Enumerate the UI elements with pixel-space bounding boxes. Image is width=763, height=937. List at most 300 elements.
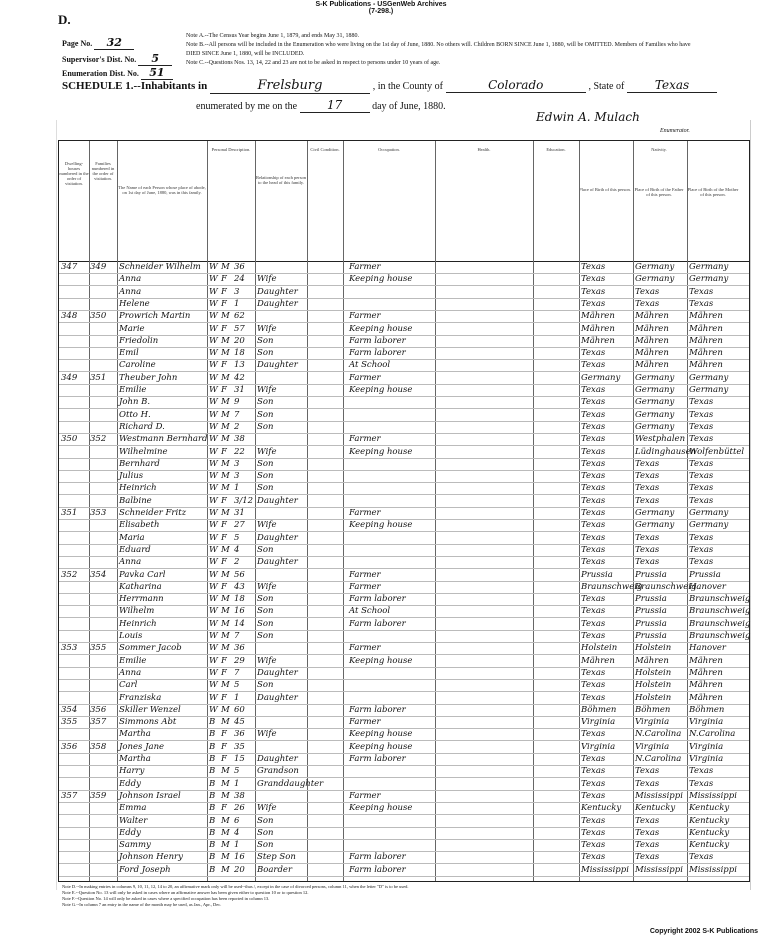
enumeration-label: Enumeration Dist. No.: [62, 69, 139, 78]
cell-pob: Braunschweig: [581, 581, 643, 592]
cell-age: 57: [234, 323, 245, 334]
cell-fam: 356: [90, 704, 107, 715]
table-row: [59, 261, 749, 273]
cell-race: W: [209, 631, 218, 641]
enumerator-signature: Edwin A. Mulach: [536, 110, 640, 124]
cell-age: 26: [234, 803, 245, 814]
cell-name: Louis: [119, 631, 143, 641]
cell-rel: Son: [257, 544, 274, 555]
cell-fam: 357: [90, 717, 107, 728]
right-margin-numbers: [750, 120, 763, 890]
cell-sex: F: [221, 520, 227, 531]
cell-pob: Texas: [581, 840, 606, 851]
cell-occ: Farm laborer: [349, 864, 406, 875]
cell-fpob: Prussia: [635, 569, 667, 580]
cell-occ: Farm laborer: [349, 618, 406, 629]
cell-age: 36: [234, 643, 245, 654]
table-row: [59, 581, 749, 593]
cell-name: Otto H.: [119, 409, 151, 420]
table-row: [59, 790, 749, 802]
cell-mpob: Mississippi: [689, 864, 737, 875]
cell-race: W: [209, 458, 218, 469]
cell-fpob: Prussia: [635, 594, 667, 605]
cell-dw: 357: [61, 790, 78, 801]
cell-sex: F: [221, 741, 227, 752]
table-row: [59, 495, 749, 507]
cell-age: 3: [234, 471, 240, 482]
cell-sex: M: [221, 311, 230, 322]
cell-rel: Son: [257, 594, 274, 605]
census-table: [58, 140, 750, 882]
table-row: [59, 323, 749, 335]
table-row: [59, 470, 749, 482]
cell-fpob: Germany: [635, 372, 675, 383]
cell-mpob: Mähren: [689, 311, 723, 322]
cell-rel: Son: [257, 348, 274, 359]
cell-rel: Wife: [257, 803, 277, 814]
cell-pob: Texas: [581, 618, 606, 629]
cell-mpob: Texas: [689, 766, 714, 777]
cell-name: Maria: [119, 532, 145, 543]
cell-occ: Farmer: [349, 717, 381, 728]
cell-pob: Texas: [581, 692, 606, 703]
cell-age: 36: [234, 729, 245, 740]
cell-race: B: [209, 840, 216, 851]
header-health: Health.: [477, 147, 491, 152]
cell-race: W: [209, 618, 218, 629]
cell-sex: M: [221, 372, 230, 383]
cell-name: Anna: [119, 667, 142, 678]
cell-age: 43: [234, 581, 245, 592]
cell-age: 7: [234, 667, 240, 678]
cell-occ: At School: [349, 360, 391, 371]
cell-occ: Farm laborer: [349, 335, 406, 346]
cell-mpob: Braunschweig: [689, 618, 751, 629]
footnote-d: Note D.--In making entries in columns 9, 10, 11, 12, 14 to 20, an affirmative mark only will be used--thus /, except in the case of divorced persons, column 11, when the letter "D" is to be used.: [62, 884, 409, 889]
cell-sex: M: [221, 421, 230, 432]
cell-occ: Keeping house: [349, 741, 413, 752]
cell-sex: F: [221, 532, 227, 543]
cell-fam: 351: [90, 372, 107, 383]
supervisor-label: Supervisor's Dist. No.: [62, 55, 137, 64]
cell-race: W: [209, 495, 218, 506]
cell-mpob: Kentucky: [689, 840, 730, 851]
cell-race: W: [209, 655, 218, 666]
cell-name: Wilhelmine: [119, 446, 168, 457]
cell-pob: Texas: [581, 360, 606, 371]
cell-sex: M: [221, 544, 230, 555]
cell-occ: Farm laborer: [349, 754, 406, 764]
cell-name: Marie: [119, 323, 145, 334]
cell-name: Julius: [119, 471, 144, 482]
cell-sex: M: [221, 606, 230, 617]
cell-sex: M: [221, 778, 230, 789]
cell-mpob: Germany: [689, 385, 729, 395]
cell-dw: 355: [61, 717, 78, 728]
cell-fpob: Holstein: [635, 680, 672, 691]
table-row: [59, 802, 749, 814]
cell-age: 15: [234, 754, 245, 764]
cell-sex: M: [221, 348, 230, 359]
cell-race: W: [209, 594, 218, 605]
cell-sex: F: [221, 323, 227, 334]
cell-pob: Texas: [581, 348, 606, 359]
cell-name: Skiller Wenzel: [119, 704, 181, 715]
cell-name: Theuber John: [119, 372, 178, 383]
cell-age: 42: [234, 372, 245, 383]
cell-sex: F: [221, 729, 227, 740]
schedule-letter: D.: [58, 12, 71, 27]
cell-fpob: Texas: [635, 298, 660, 309]
footnote-g: Note G.--In column 7 an entry in the name of the month may be used, as Jan., Apr., Dec.: [62, 902, 222, 907]
cell-sex: M: [221, 852, 230, 863]
cell-pob: Texas: [581, 397, 606, 408]
table-row: [59, 716, 749, 728]
table-row: [59, 605, 749, 617]
cell-fam: 358: [90, 741, 107, 752]
cell-mpob: Texas: [689, 397, 714, 408]
cell-race: W: [209, 286, 218, 297]
cell-fpob: Mähren: [635, 323, 669, 334]
cell-sex: F: [221, 581, 227, 592]
copyright-notice: Copyright 2002 S-K Publications: [649, 928, 758, 935]
cell-sex: M: [221, 409, 230, 420]
cell-mpob: Texas: [689, 409, 714, 420]
cell-age: 1: [234, 692, 240, 703]
cell-occ: Farmer: [349, 262, 381, 272]
header-name: The Name of each Person whose place of abode, on 1st day of June, 1880, was in this family.: [118, 185, 206, 195]
cell-name: Anna: [119, 286, 142, 297]
cell-fpob: Texas: [635, 778, 660, 789]
left-margin-numbers: [0, 120, 57, 890]
cell-sex: M: [221, 397, 230, 408]
cell-occ: Farmer: [349, 581, 381, 592]
cell-age: 20: [234, 335, 245, 346]
cell-pob: Texas: [581, 754, 606, 764]
cell-rel: Granddaughter: [257, 778, 324, 789]
county-name: Colorado: [446, 78, 586, 93]
cell-sex: M: [221, 643, 230, 654]
cell-age: 3: [234, 458, 240, 469]
cell-name: Pavka Carl: [119, 569, 166, 580]
table-row: [59, 556, 749, 568]
cell-sex: M: [221, 618, 230, 629]
cell-pob: Texas: [581, 495, 606, 506]
cell-race: B: [209, 741, 216, 752]
cell-race: W: [209, 471, 218, 482]
cell-name: Emma: [119, 803, 147, 814]
cell-rel: Boarder: [257, 864, 293, 875]
cell-sex: F: [221, 274, 227, 285]
cell-pob: Virginia: [581, 717, 616, 728]
cell-pob: Texas: [581, 434, 606, 445]
cell-race: W: [209, 335, 218, 346]
cell-pob: Holstein: [581, 643, 618, 654]
cell-name: Westmann Bernhard: [119, 434, 208, 445]
cell-occ: Keeping house: [349, 520, 413, 531]
cell-name: Walter: [119, 815, 148, 826]
cell-age: 27: [234, 520, 245, 531]
cell-fpob: N.Carolina: [635, 754, 682, 764]
cell-mpob: Texas: [689, 434, 714, 445]
cell-age: 38: [234, 790, 245, 801]
header-relationship: Relationship of each person to the head of this family.: [255, 175, 307, 185]
cell-pob: Texas: [581, 286, 606, 297]
cell-sex: F: [221, 692, 227, 703]
cell-name: Richard D.: [119, 421, 165, 432]
table-row: [59, 372, 749, 384]
cell-age: 31: [234, 508, 245, 518]
cell-age: 1: [234, 778, 240, 789]
cell-mpob: Wolfenbüttel: [689, 446, 745, 457]
schedule-prefix: SCHEDULE 1.--Inhabitants in: [62, 80, 208, 92]
cell-occ: Keeping house: [349, 323, 413, 334]
cell-dw: 349: [61, 372, 78, 383]
cell-pob: Mähren: [581, 655, 615, 666]
cell-occ: Farmer: [349, 790, 381, 801]
cell-race: W: [209, 372, 218, 383]
cell-sex: M: [221, 815, 230, 826]
cell-rel: Wife: [257, 520, 277, 531]
cell-fam: 354: [90, 569, 107, 580]
cell-fam: 349: [90, 262, 107, 272]
cell-fpob: Texas: [635, 815, 660, 826]
enumerator-title: Enumerator.: [660, 128, 690, 134]
cell-occ: Farmer: [349, 311, 381, 322]
cell-rel: Son: [257, 618, 274, 629]
cell-pob: Texas: [581, 778, 606, 789]
cell-fpob: Texas: [635, 532, 660, 543]
cell-race: W: [209, 360, 218, 371]
table-row: [59, 446, 749, 458]
cell-mpob: Virginia: [689, 717, 724, 728]
cell-race: B: [209, 729, 216, 740]
cell-age: 6: [234, 815, 240, 826]
cell-pob: Texas: [581, 557, 606, 568]
cell-dw: 356: [61, 741, 78, 752]
instruction-notes: [186, 32, 706, 68]
table-row: [59, 347, 749, 359]
cell-fpob: Texas: [635, 557, 660, 568]
cell-fpob: N.Carolina: [635, 729, 682, 740]
cell-occ: Keeping house: [349, 729, 413, 740]
cell-name: Johnson Israel: [119, 790, 181, 801]
cell-mpob: Braunschweig: [689, 594, 751, 605]
cell-sex: M: [221, 717, 230, 728]
cell-rel: Daughter: [257, 360, 298, 371]
cell-fpob: Mähren: [635, 335, 669, 346]
cell-name: Eddy: [119, 827, 141, 838]
cell-rel: Daughter: [257, 754, 298, 764]
cell-name: Sommer Jacob: [119, 643, 182, 654]
cell-fam: 355: [90, 643, 107, 654]
cell-mpob: Hanover: [689, 643, 726, 654]
cell-rel: Daughter: [257, 298, 298, 309]
cell-rel: Son: [257, 397, 274, 408]
cell-sex: F: [221, 298, 227, 309]
cell-pob: Texas: [581, 471, 606, 482]
cell-mpob: Kentucky: [689, 803, 730, 814]
cell-race: B: [209, 717, 216, 728]
table-row: [59, 532, 749, 544]
cell-occ: Farm laborer: [349, 594, 406, 605]
cell-mpob: Mähren: [689, 655, 723, 666]
cell-name: Anna: [119, 557, 142, 568]
table-row: [59, 458, 749, 470]
cell-rel: Son: [257, 421, 274, 432]
cell-rel: Son: [257, 631, 274, 641]
cell-pob: Texas: [581, 532, 606, 543]
cell-mpob: Mähren: [689, 692, 723, 703]
cell-fpob: Germany: [635, 262, 675, 272]
cell-race: W: [209, 262, 218, 272]
table-row: [59, 298, 749, 310]
cell-name: Jones Jane: [119, 741, 165, 752]
cell-pob: Texas: [581, 667, 606, 678]
cell-fpob: Texas: [635, 544, 660, 555]
cell-fpob: Mähren: [635, 311, 669, 322]
cell-rel: Son: [257, 409, 274, 420]
cell-pob: Texas: [581, 274, 606, 285]
table-row: [59, 642, 749, 654]
cell-rel: Daughter: [257, 495, 298, 506]
cell-sex: F: [221, 754, 227, 764]
cell-mpob: Kentucky: [689, 827, 730, 838]
cell-age: 5: [234, 680, 240, 691]
cell-pob: Texas: [581, 298, 606, 309]
header-description: Personal Description.: [211, 147, 251, 152]
cell-race: W: [209, 557, 218, 568]
note-a: Note A.--The Census Year begins June 1, 1879, and ends May 31, 1880.: [186, 33, 359, 39]
cell-name: Anna: [119, 274, 142, 285]
cell-sex: M: [221, 471, 230, 482]
table-row: [59, 630, 749, 642]
cell-name: Heinrich: [119, 483, 157, 494]
table-row: [59, 827, 749, 839]
cell-mpob: Texas: [689, 557, 714, 568]
cell-age: 7: [234, 631, 240, 641]
cell-age: 60: [234, 704, 245, 715]
county-label: , in the County of: [372, 81, 443, 92]
cell-age: 1: [234, 840, 240, 851]
publisher-header: [0, 1, 762, 15]
cell-name: Simmons Abt: [119, 717, 177, 728]
header-pob: Place of Birth of this person.: [579, 187, 631, 192]
cell-mpob: Böhmen: [689, 704, 725, 715]
table-row: [59, 507, 749, 519]
table-row: [59, 778, 749, 790]
cell-race: W: [209, 680, 218, 691]
supervisor-value: 5: [138, 52, 172, 66]
table-row: [59, 655, 749, 667]
cell-age: 4: [234, 544, 240, 555]
cell-occ: Farm laborer: [349, 852, 406, 863]
cell-rel: Wife: [257, 323, 277, 334]
table-row: [59, 396, 749, 408]
footnote-e: Note E.--Question No. 13 will only be asked in cases where an affirmative answer has been given either to question 10 or to question 12.: [62, 890, 309, 895]
cell-name: Heinrich: [119, 618, 157, 629]
table-row: [59, 384, 749, 396]
table-row: [59, 704, 749, 716]
cell-fpob: Texas: [635, 827, 660, 838]
cell-name: Katharina: [119, 581, 162, 592]
cell-mpob: Texas: [689, 852, 714, 863]
cell-mpob: Texas: [689, 458, 714, 469]
cell-age: 2: [234, 557, 240, 568]
cell-mpob: Germany: [689, 262, 729, 272]
cell-age: 14: [234, 618, 245, 629]
cell-pob: Mähren: [581, 335, 615, 346]
cell-mpob: Texas: [689, 421, 714, 432]
cell-fpob: Germany: [635, 397, 675, 408]
cell-pob: Texas: [581, 520, 606, 531]
cell-rel: Step Son: [257, 852, 296, 863]
cell-fpob: Lüdinghausen: [635, 446, 697, 457]
cell-name: Carl: [119, 680, 138, 691]
cell-age: 38: [234, 434, 245, 445]
cell-rel: Wife: [257, 581, 277, 592]
cell-rel: Son: [257, 815, 274, 826]
cell-sex: M: [221, 766, 230, 777]
cell-race: W: [209, 397, 218, 408]
cell-pob: Texas: [581, 385, 606, 395]
cell-rel: Daughter: [257, 667, 298, 678]
cell-mpob: Germany: [689, 372, 729, 383]
cell-sex: M: [221, 680, 230, 691]
cell-occ: Farmer: [349, 434, 381, 445]
cell-mpob: Mähren: [689, 680, 723, 691]
cell-name: Martha: [119, 754, 151, 764]
cell-fam: 350: [90, 311, 107, 322]
cell-name: Martha: [119, 729, 151, 740]
cell-rel: Wife: [257, 446, 277, 457]
cell-rel: Son: [257, 606, 274, 617]
cell-race: W: [209, 434, 218, 445]
header-father-pob: Place of Birth of the Father of this person.: [634, 187, 684, 197]
cell-fpob: Holstein: [635, 643, 672, 654]
cell-mpob: Germany: [689, 508, 729, 518]
cell-mpob: Mähren: [689, 667, 723, 678]
cell-dw: 347: [61, 262, 78, 272]
table-row: [59, 593, 749, 605]
cell-fpob: Germany: [635, 508, 675, 518]
cell-sex: M: [221, 827, 230, 838]
cell-sex: M: [221, 434, 230, 445]
cell-sex: M: [221, 631, 230, 641]
cell-name: Bernhard: [119, 458, 160, 469]
cell-mpob: Texas: [689, 778, 714, 789]
cell-pob: Texas: [581, 680, 606, 691]
state-name: Texas: [627, 78, 717, 93]
cell-rel: Daughter: [257, 286, 298, 297]
page-number-field: [62, 36, 134, 50]
cell-race: B: [209, 864, 216, 875]
cell-name: Emil: [119, 348, 139, 359]
cell-race: W: [209, 409, 218, 420]
cell-mpob: Texas: [689, 495, 714, 506]
enumeration-day: 17: [300, 98, 370, 113]
cell-name: Harry: [119, 766, 145, 777]
cell-race: W: [209, 483, 218, 494]
cell-occ: Keeping house: [349, 446, 413, 457]
cell-mpob: Mähren: [689, 323, 723, 334]
cell-sex: F: [221, 495, 227, 506]
cell-mpob: Mähren: [689, 348, 723, 359]
cell-rel: Son: [257, 827, 274, 838]
cell-age: 16: [234, 852, 245, 863]
cell-name: Prowrich Martin: [119, 311, 191, 322]
cell-mpob: Virginia: [689, 754, 724, 764]
